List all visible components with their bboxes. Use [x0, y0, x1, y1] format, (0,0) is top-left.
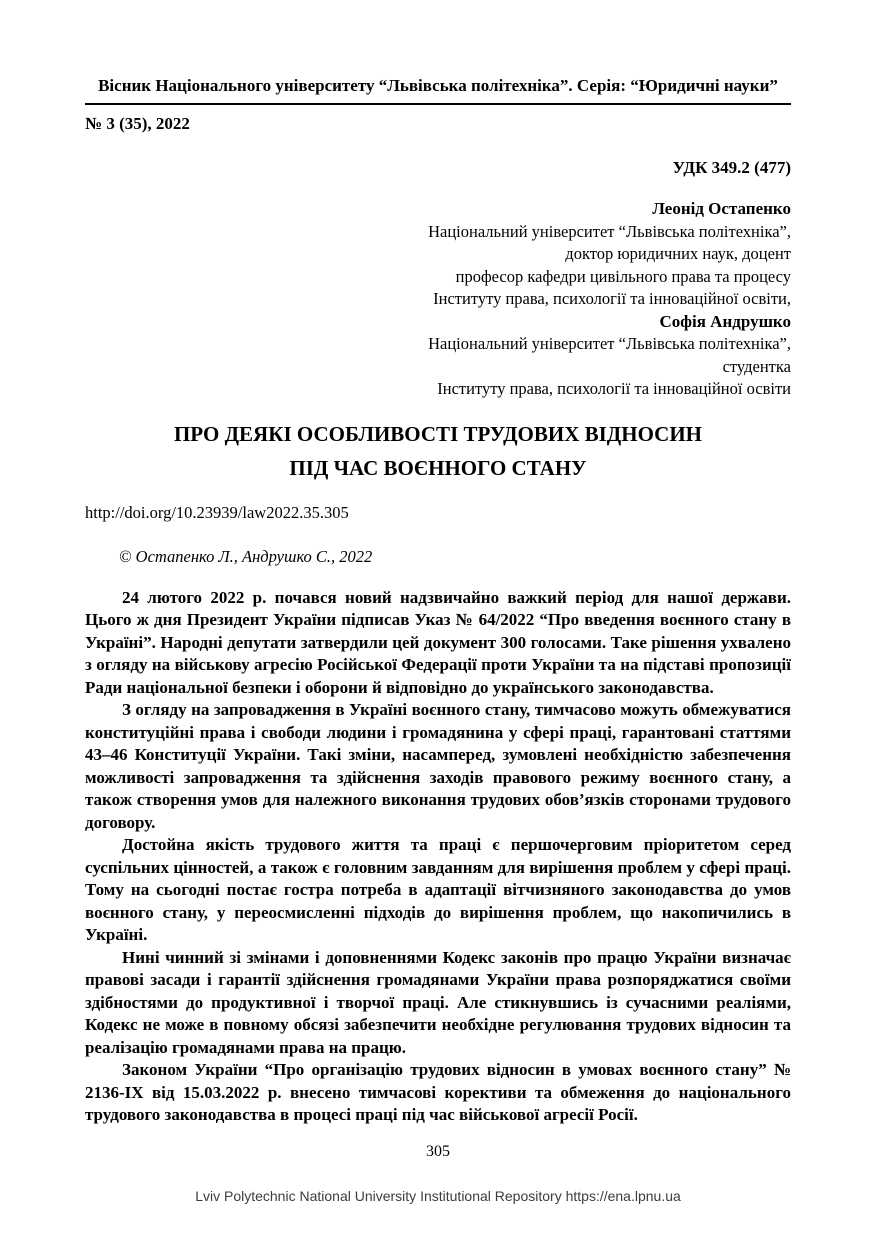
author-2-affiliation: Національний університет “Львівська політехніка”, [428, 334, 791, 353]
author-1-affiliation: Національний університет “Львівська політехніка”, [428, 221, 791, 241]
doi-link: http://doi.org/10.23939/law2022.35.305 [85, 502, 349, 522]
article-body [85, 587, 791, 1127]
body-paragraph: З огляду на запровадження в Україні воєнного стану, тимчасово можуть обмежуватися конституційні права і свободи людини і громадянина у сфері праці, гарантовані статтями 43–46 Конституції України. Такі зміни, насамперед, зумовлені необхідністю забезпечення можливості запровадження та здійснення заходів правового режиму воєнного стану, а також створення умов для належного виконання трудових обов’язків сторонами трудового договору. [85, 700, 791, 832]
author-2-status: студентка [722, 356, 791, 376]
body-paragraph: Законом України “Про організацію трудових відносин в умовах воєнного стану” № 2136-IX від 15.03.2022 р. внесено тимчасові корективи та обмеження до національного трудового законодавства в процесі праці під час військової агресії Росії. [85, 1060, 791, 1124]
body-paragraph: 24 лютого 2022 р. почався новий надзвичайно важкий період для нашої держави. Цього ж дня Президент України підписав Указ № 64/2022 “Про введення воєнного стану в Україні”. Народні депутати затвердили цей документ 300 голосами. Таке рішення ухвалено з огляду на військову агресію Російської Федерації проти України та на підставі пропозиції Ради національної безпеки і оборони й відповідно до українського законодавства. [85, 587, 791, 697]
author-2-institute: Інституту права, психології та інноваційної освіти [437, 379, 791, 398]
author-name-2: Софія Андрушко [659, 311, 791, 331]
author-1-degree: доктор юридичних наук, доцент [565, 244, 791, 263]
page-number: 305 [426, 1142, 450, 1160]
author-1-position: професор кафедри цивільного права та процесу [455, 266, 791, 286]
repository-footer: Lviv Polytechnic National University Institutional Repository https://ena.lpnu.ua [195, 1188, 681, 1204]
journal-issue: № 3 (35), 2022 [85, 114, 190, 133]
journal-title: Вісник Національного університету “Львівська політехніка”. Серія: “Юридичні науки” [98, 76, 778, 95]
article-title-line-2: ПІД ЧАС ВОЄННОГО СТАНУ [289, 455, 587, 480]
article-title-line-1: ПРО ДЕЯКІ ОСОБЛИВОСТІ ТРУДОВИХ ВІДНОСИН [173, 421, 703, 446]
author-name-1: Леонід Остапенко [652, 199, 791, 218]
copyright-notice: © Остапенко Л., Андрушко С., 2022 [119, 546, 373, 566]
authors-block [85, 198, 791, 401]
body-paragraph: Нині чинний зі змінами і доповненнями Кодекс законів про працю України визначає правові засади і гарантії здійснення громадянами України права розпоряджатися своїми здібностями до продуктивної і творчої праці. Але стикнувшись із сучасними реаліями, Кодекс не може в повному обсязі забезпечити необхідне регулювання трудових відносин та реалізацію громадянами права на працю. [85, 947, 791, 1057]
journal-header [85, 74, 791, 105]
udc-classifier: УДК 349.2 (477) [672, 158, 791, 177]
body-paragraph: Достойна якість трудового життя та праці є першочерговим пріоритетом серед суспільних цінностей, а також є головним завданням для вирішення проблем у сфері праці. Тому на сьогодні постає гостра потреба в адаптації вітчизняного законодавства до умов воєнного стану, у переосмисленні підходів до вирішення проблем, що накопичились в Україні. [85, 835, 791, 944]
author-1-institute: Інституту права, психології та інноваційної освіти, [433, 289, 791, 308]
article-title [85, 417, 791, 485]
